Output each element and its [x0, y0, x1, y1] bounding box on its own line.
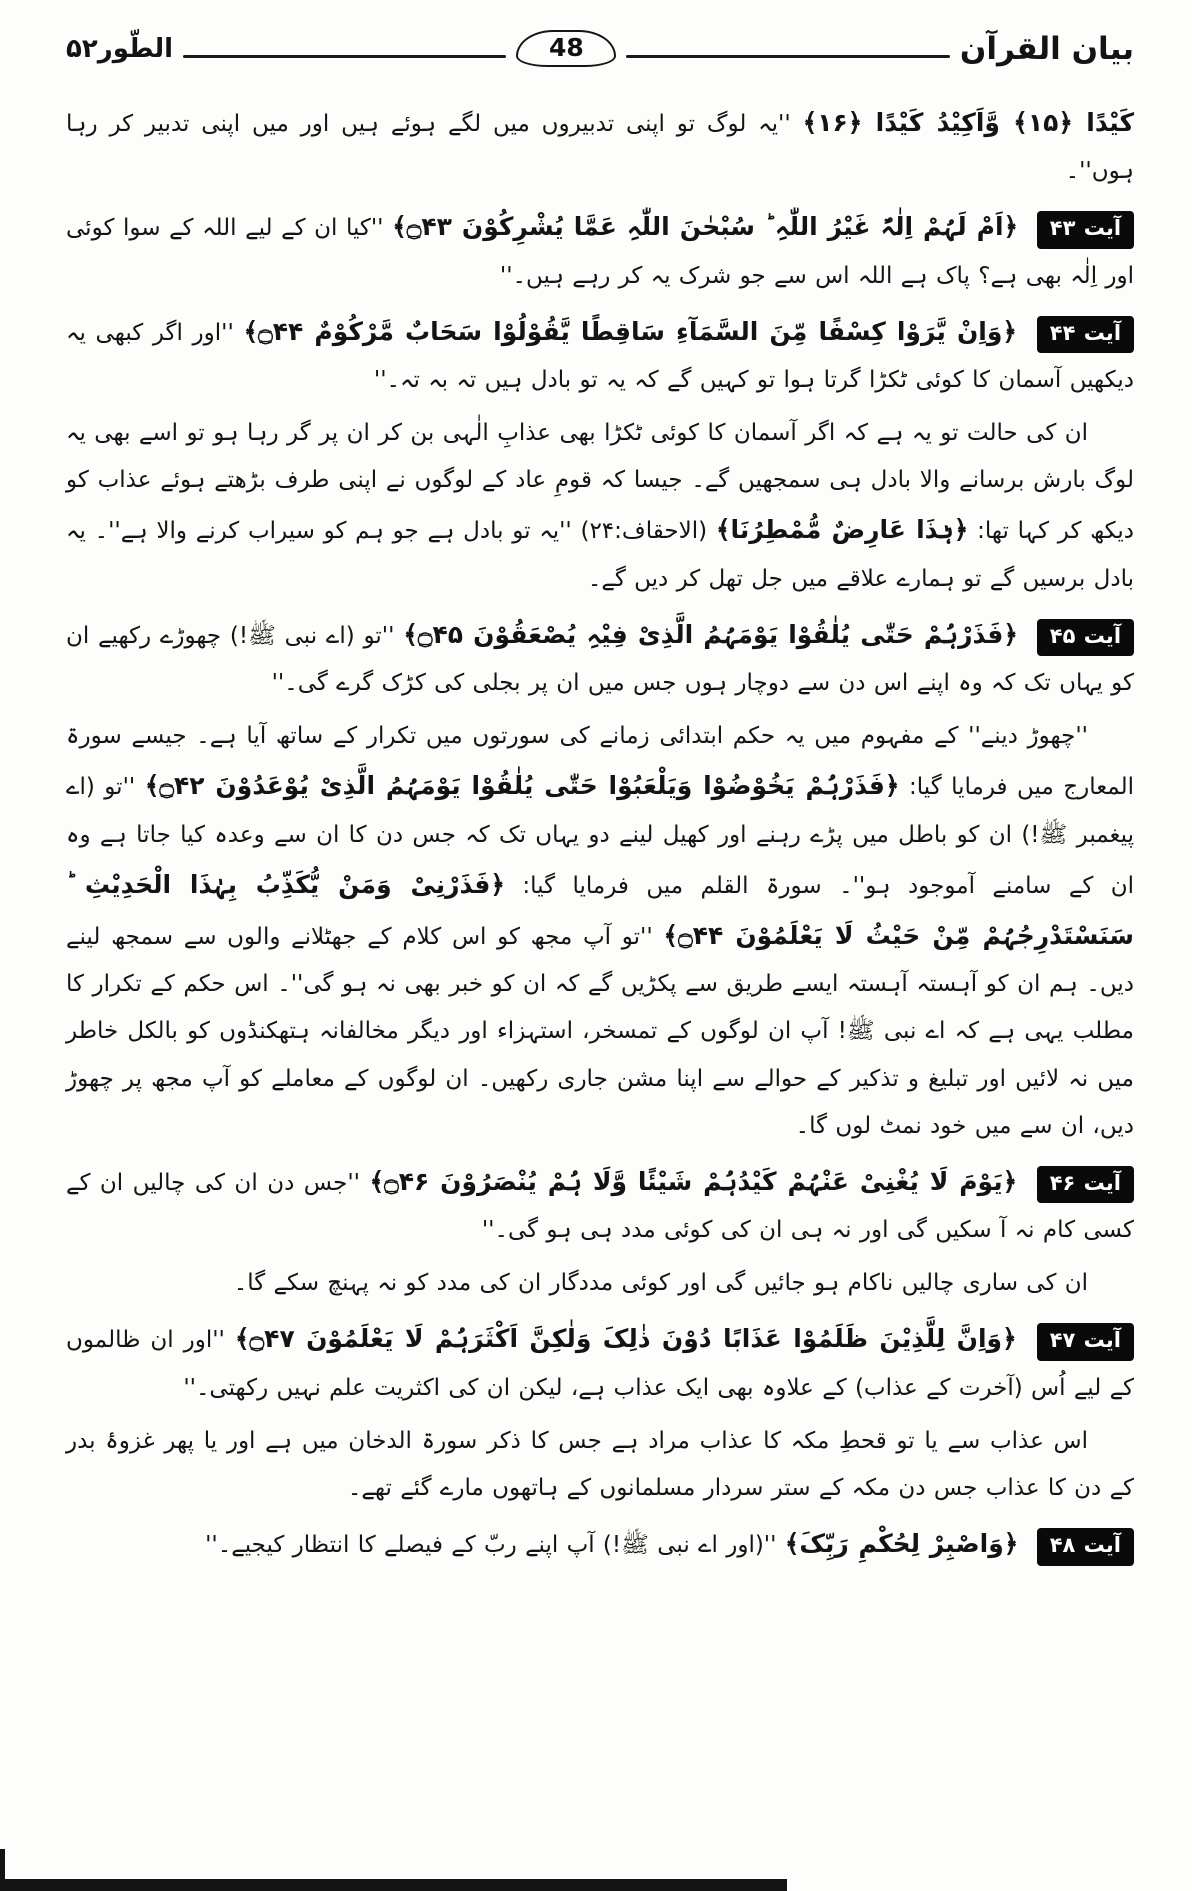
quran-arabic-text: ﴿فَذَرْہُمْ حَتّٰی یُلٰقُوْا یَوْمَہُمُ الَّذِیْ فِیْہِ یُصْعَقُوْنَ ۝۴۵﴾ — [403, 619, 1018, 649]
ayat-marker: آیت ۴۶ — [1037, 1166, 1134, 1204]
paragraph — [66, 97, 1134, 195]
quran-arabic-text: ﴿وَاصْبِرْ لِحُکْمِ رَبِّکَ﴾ — [784, 1529, 1019, 1559]
page-header — [66, 30, 1134, 67]
paragraph — [66, 1156, 1134, 1254]
urdu-text: ''تو (اے نبی ﷺ!) چھوڑے رکھیے ان کو یہاں تک کہ وہ اپنے اس دن سے دوچار ہوں جس میں ان پر بجلی کی کڑک گرے گی۔'' — [66, 622, 1134, 697]
quran-arabic-text: ﴿اَمْ لَہُمْ اِلٰہٌ غَیْرُ اللّٰہِ ؕ سُبْحٰنَ اللّٰہِ عَمَّا یُشْرِکُوْنَ ۝۴۳﴾ — [392, 212, 1019, 242]
ayat-marker: آیت ۴۳ — [1037, 211, 1134, 249]
quran-arabic-text: ﴿وَاِنْ یَّرَوْا کِسْفًا مِّنَ السَّمَآءِ سَاقِطًا یَّقُوْلُوْا سَحَابٌ مَّرْکُوْمٌ ۝۴۴﴾ — [243, 316, 1018, 346]
paragraph — [66, 609, 1134, 707]
quran-arabic-text: ﴿ہٰذَا عَارِضٌ مُّمْطِرُنَا﴾ — [715, 515, 969, 545]
urdu-text: ان کی ساری چالیں ناکام ہو جائیں گی اور کوئی مددگار ان کی مدد کو نہ پہنچ سکے گا۔ — [233, 1270, 1088, 1297]
quran-arabic-text: ﴿وَاِنَّ لِلَّذِیْنَ ظَلَمُوْا عَذَابًا دُوْنَ ذٰلِکَ وَلٰکِنَّ اَکْثَرَہُمْ لَا یَعْلَمُوْنَ ۝۴۷﴾ — [234, 1324, 1017, 1354]
surah-label: الطّور۵۲ — [65, 33, 174, 64]
scan-artifact-left-edge — [0, 1849, 5, 1891]
ayat-marker: آیت ۴۵ — [1037, 619, 1134, 657]
paragraph — [66, 713, 1134, 1150]
urdu-text: ''چھوڑ دینے'' کے مفہوم میں یہ حکم ابتدائی زمانے کی سورتوں میں تکرار کے ساتھ آیا ہے۔ جیسے سورۃ المعارج میں فرمایا گیا: — [66, 723, 1134, 801]
ayat-marker: آیت ۴۷ — [1037, 1323, 1134, 1361]
quran-arabic-text: کَیْدًا ﴿۱۵﴾ وَّاَکِیْدُ کَیْدًا ﴿۱۶﴾ — [802, 108, 1135, 137]
urdu-text: ''اور اگر کبھی یہ دیکھیں آسمان کا کوئی ٹکڑا گرتا ہوا تو کہیں گے کہ یہ تو بادل ہیں تہ بہ تہ۔'' — [66, 319, 1134, 394]
paragraph — [66, 410, 1134, 603]
quran-arabic-text: ﴿فَذَرْنِیْ وَمَنْ یُّکَذِّبُ بِہٰذَا الْحَدِیْثِ ؕ سَنَسْتَدْرِجُہُمْ مِّنْ حَیْثُ لَا یَعْلَمُوْنَ ۝۴۴﴾ — [66, 869, 1135, 951]
urdu-text: ''تو (اے پیغمبر ﷺ!) ان کو باطل میں پڑے رہنے اور کھیل لینے دو یہاں تک کہ جس دن کا ان سے وعدہ کیا جاتا ہے وہ ان کے سامنے آموجود ہو''۔ سورۃ القلم میں فرمایا گیا: — [66, 774, 1134, 899]
ayat-marker: آیت ۴۸ — [1037, 1528, 1134, 1566]
paragraph — [66, 1418, 1134, 1512]
header-rule-right — [626, 55, 949, 58]
paragraph — [66, 306, 1134, 404]
ayat-marker: آیت ۴۴ — [1037, 316, 1134, 354]
urdu-text: اس عذاب سے یا تو قحطِ مکہ کا عذاب مراد ہے جس کا ذکر سورۃ الدخان میں ہے اور یا پھر غزوۂ بدر کے دن کا عذاب جس دن مکہ کے ستر سردار مسلمانوں کے ہاتھوں مارے گئے تھے۔ — [66, 1427, 1134, 1501]
page-number: 48 — [549, 33, 584, 62]
urdu-text: ''کیا ان کے لیے اللہ کے سوا کوئی اور اِلٰہ بھی ہے؟ پاک ہے اللہ اس سے جو شرک یہ کر رہے ہیں۔'' — [66, 215, 1134, 289]
urdu-text: ''اور ان ظالموں کے لیے اُس (آخرت کے عذاب) کے علاوہ بھی ایک عذاب ہے، لیکن ان کی اکثریت علم نہیں رکھتی۔'' — [66, 1327, 1134, 1401]
paragraph — [66, 1518, 1134, 1569]
urdu-text: (الاحقاف:۲۴) ''یہ تو بادل ہے جو ہم کو سیراب کرنے والا ہے''۔ یہ بادل برسیں گے تو ہمارے علاقے میں جل تھل کر دیں گے۔ — [66, 518, 1134, 592]
urdu-text: ''تو آپ مجھ کو اس کلام کے جھٹلانے والوں سے سمجھ لینے دیں۔ ہم ان کو آہستہ آہستہ ایسے طریق سے پکڑیں گے کہ ان کو خبر بھی نہ ہو گی''۔ اس حکم کے تکرار کا مطلب یہی ہے کہ اے نبی ﷺ! آپ ان لوگوں کے تمسخر، استہزاء اور دیگر مخالفانہ ہتھکنڈوں کو بالکل خاطر میں نہ لائیں اور تبلیغ و تذکیر کے حوالے سے اپنا مشن جاری رکھیں۔ ان لوگوں کے معاملے کو آپ مجھ پر چھوڑ دیں، ان سے میں خود نمٹ لوں گا۔ — [66, 924, 1134, 1139]
paragraph — [66, 1313, 1134, 1411]
page-number-ornament — [516, 30, 616, 67]
urdu-text: ''یہ لوگ تو اپنی تدبیروں میں لگے ہوئے ہیں اور میں اپنی تدبیر کر رہا ہوں''۔ — [66, 111, 1134, 185]
paragraph — [66, 201, 1134, 299]
paragraph — [66, 1260, 1134, 1307]
book-title: بیان القرآن — [959, 30, 1134, 67]
content — [66, 97, 1134, 1569]
urdu-text: ''(اور اے نبی ﷺ!) آپ اپنے ربّ کے فیصلے کا انتظار کیجیے۔'' — [205, 1532, 777, 1559]
urdu-text: ''جس دن ان کی چالیں ان کے کسی کام نہ آ سکیں گی اور نہ ہی ان کی کوئی مدد ہی ہو گی۔'' — [66, 1169, 1134, 1244]
header-rule-left — [183, 55, 506, 58]
quran-arabic-text: ﴿فَذَرْہُمْ یَخُوْضُوْا وَیَلْعَبُوْا حَتّٰی یُلٰقُوْا یَوْمَہُمُ الَّذِیْ یُوْعَدُوْنَ ۝۴۲﴾ — [144, 771, 900, 801]
scan-artifact-bottom — [0, 1879, 787, 1891]
urdu-text: ان کی حالت تو یہ ہے کہ اگر آسمان کا کوئی ٹکڑا بھی عذابِ الٰہی بن کر ان پر گر رہا ہو تو اسے بھی یہ لوگ بارش برسانے والا بادل ہی سمجھیں گے۔ جیسا کہ قومِ عاد کے لوگوں نے اپنی طرف بڑھتے ہوئے عذاب کو دیکھ کر کہا تھا: — [66, 420, 1135, 545]
quran-arabic-text: ﴿یَوْمَ لَا یُغْنِیْ عَنْہُمْ کَیْدُہُمْ شَیْئًا وَّلَا ہُمْ یُنْصَرُوْنَ ۝۴۶﴾ — [369, 1166, 1018, 1196]
